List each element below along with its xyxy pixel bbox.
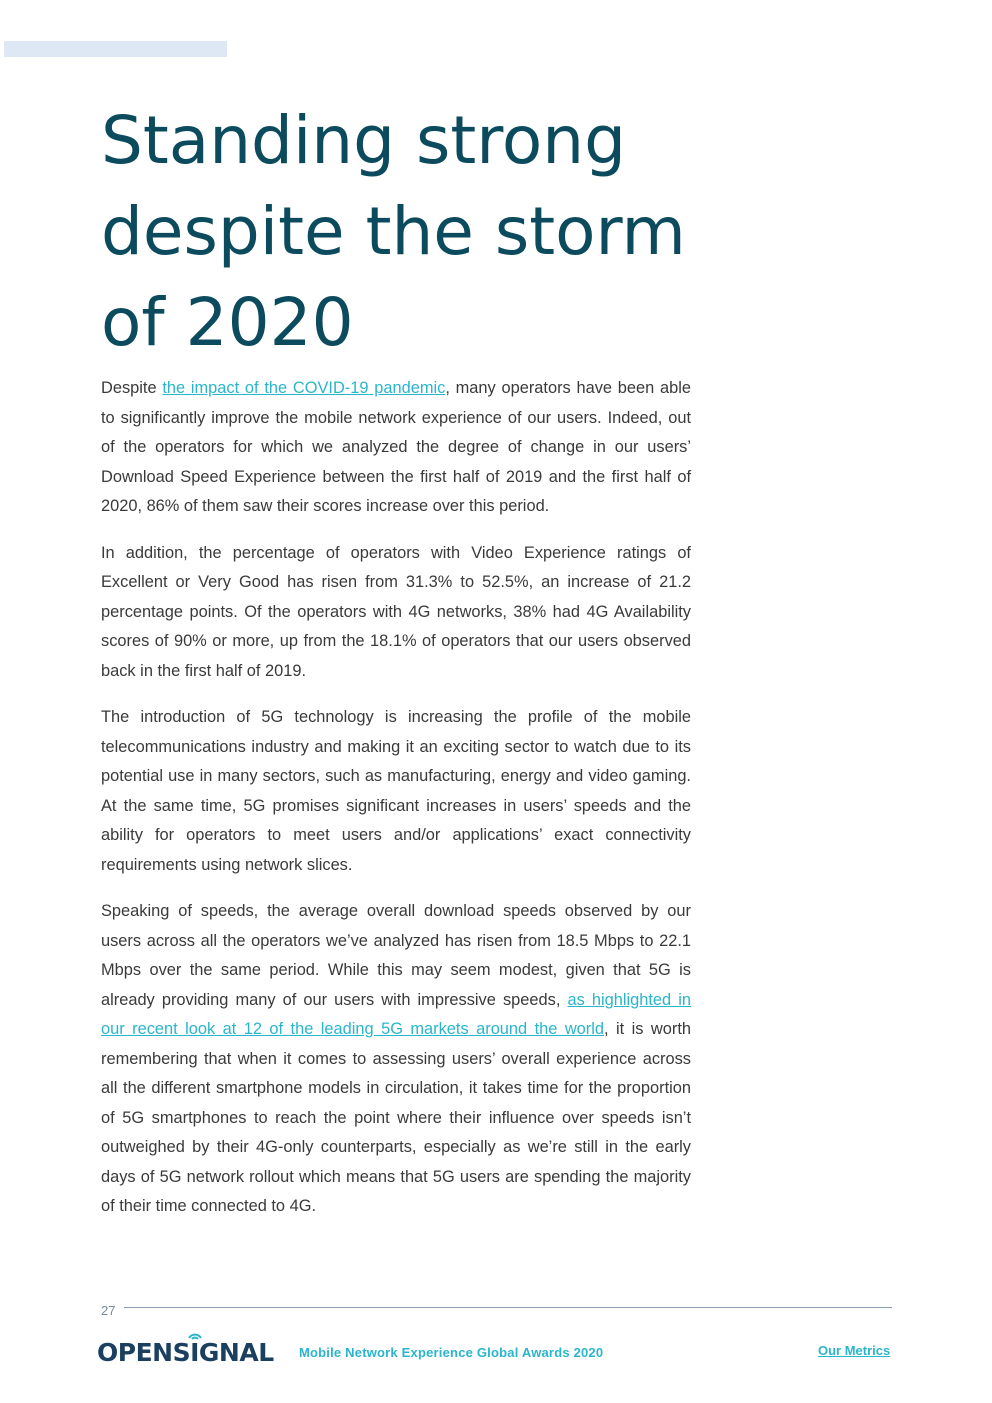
footer-divider: [124, 1307, 892, 1308]
logo-text-end: GNAL: [198, 1338, 274, 1367]
5g-markets-link[interactable]: as highlighted in our recent look at 12 of the leading 5G markets around the world: [101, 990, 691, 1038]
logo-signal-i: [190, 1336, 199, 1370]
title-line-1: Standing strong: [101, 102, 627, 179]
paragraph-1-rest: , many operators have been able to significantly improve the mobile network experience of our users. Indeed, out of the operators for which we analyzed the degree of change in our users’ Download Speed Experience between the first half of 2019 and the first half of 2020, 86% of them saw their scores increase over this period.: [101, 379, 691, 515]
paragraph-1-lead: Despite: [101, 379, 163, 397]
page-number: 27: [101, 1303, 116, 1318]
title-line-2: despite the storm: [101, 193, 686, 270]
opensignal-logo: [97, 1336, 274, 1370]
report-title: Mobile Network Experience Global Awards 2020: [299, 1345, 604, 1360]
top-accent-bar: [4, 41, 227, 57]
logo-text-start: OPENS: [97, 1338, 191, 1367]
covid-impact-link[interactable]: the impact of the COVID-19 pandemic: [162, 379, 446, 397]
logo-i: I: [190, 1338, 199, 1367]
article-body: [101, 374, 691, 1239]
our-metrics-link[interactable]: Our Metrics: [818, 1343, 891, 1358]
paragraph-4: [101, 897, 691, 1222]
paragraph-3: The introduction of 5G technology is increasing the profile of the mobile telecommunications industry and making it an exciting sector to watch due to its potential use in many sectors, such as manufacturing, energy and video gaming. At the same time, 5G promises significant increases in users’ speeds and the ability for operators to meet users and/or applications’ exact connectivity requirements using network slices.: [101, 708, 691, 874]
paragraph-4-lead: Speaking of speeds, the average overall download speeds observed by our users across all the operators we’ve analyzed has risen from 18.5 Mbps to 22.1 Mbps over the same period. While this may seem modest, given that 5G is already providing many of our users with impressive speeds,: [101, 902, 691, 1009]
signal-waves-icon: [187, 1329, 203, 1341]
paragraph-4-rest: , it is worth remembering that when it comes to assessing users’ overall experience across all the different smartphone models in circulation, it takes time for the proportion of 5G smartphones to reach the point where their influence over speeds isn’t outweighed by their 4G-only counterparts, especially as we’re still in the early days of 5G network rollout which means that 5G users are spending the majority of their time connected to 4G.: [101, 1020, 691, 1215]
paragraph-1: [101, 374, 691, 522]
title-line-3: of 2020: [101, 284, 354, 361]
page-title: [101, 95, 686, 368]
paragraph-2: In addition, the percentage of operators with Video Experience ratings of Excellent or Very Good has risen from 31.3% to 52.5%, an increase of 21.2 percentage points. Of the operators with 4G networks, 38% had 4G Availability scores of 90% or more, up from the 18.1% of operators that our users observed back in the first half of 2019.: [101, 543, 691, 680]
